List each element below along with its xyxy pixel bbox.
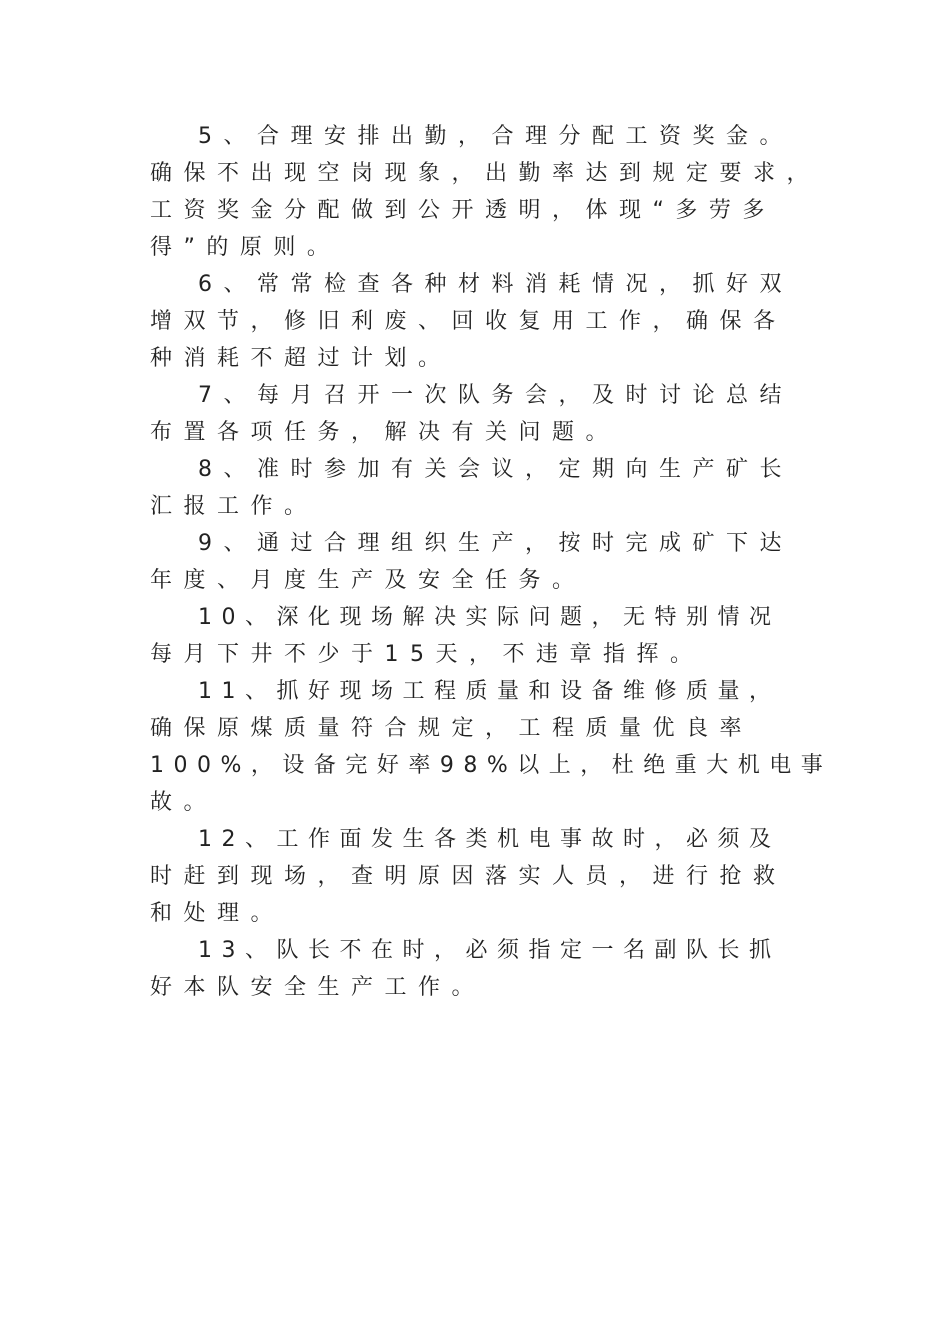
text-line: 13、队长不在时，必须指定一名副队长抓 xyxy=(198,938,781,963)
text-line: 年度、月度生产及安全任务。 xyxy=(150,568,586,593)
text-line: 布置各项任务，解决有关问题。 xyxy=(150,420,620,445)
text-line: 工资奖金分配做到公开透明，体现“多劳多 xyxy=(150,198,776,223)
text-line: 种消耗不超过计划。 xyxy=(150,346,452,371)
text-line: 时赶到现场，查明原因落实人员，进行抢救 xyxy=(150,864,787,889)
text-line: 好本队安全生产工作。 xyxy=(150,975,486,1000)
text-line: 10、深化现场解决实际问题，无特别情况 xyxy=(198,605,781,630)
text-line: 每月下井不少于15天，不违章指挥。 xyxy=(150,642,704,667)
text-line: 故。 xyxy=(150,790,218,815)
text-line: 100%，设备完好率98%以上，杜绝重大机电事 xyxy=(150,753,833,778)
document-body xyxy=(150,118,833,1006)
text-line: 6、常常检查各种材料消耗情况，抓好双 xyxy=(198,272,793,297)
text-line: 增双节，修旧利废、回收复用工作，确保各 xyxy=(150,309,787,334)
text-line: 得”的原则。 xyxy=(150,235,341,260)
text-line: 8、准时参加有关会议，定期向生产矿长 xyxy=(198,457,793,482)
text-line: 11、抓好现场工程质量和设备维修质量， xyxy=(198,679,781,704)
text-line: 确保不出现空岗现象，出勤率达到规定要求， xyxy=(150,161,821,186)
text-line: 5、合理安排出勤，合理分配工资奖金。 xyxy=(198,124,793,149)
text-line: 汇报工作。 xyxy=(150,494,318,519)
text-line: 12、工作面发生各类机电事故时，必须及 xyxy=(198,827,781,852)
text-line: 9、通过合理组织生产，按时完成矿下达 xyxy=(198,531,793,556)
text-line: 和处理。 xyxy=(150,901,285,926)
text-line: 确保原煤质量符合规定，工程质量优良率 xyxy=(150,716,754,741)
text-line: 7、每月召开一次队务会，及时讨论总结 xyxy=(198,383,793,408)
